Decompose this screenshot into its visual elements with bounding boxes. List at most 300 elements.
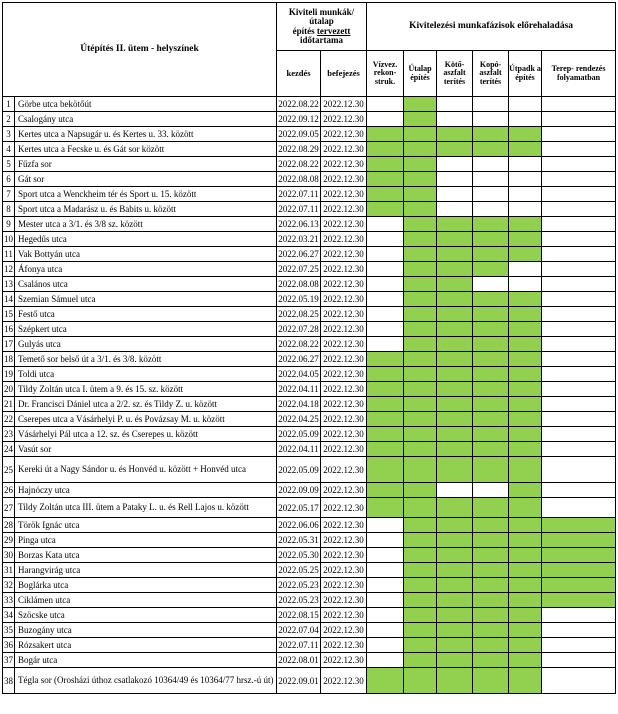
end-date: 2022.12.30 [321, 367, 367, 382]
phase-cell-done [437, 322, 473, 337]
table-row [3, 127, 616, 142]
phase-cell-pending [367, 232, 404, 247]
phase-cell-done [473, 322, 509, 337]
phase-cell-done [437, 593, 473, 608]
location-name: Harangvirág utca [15, 563, 277, 578]
end-date: 2022.12.30 [321, 322, 367, 337]
start-date: 2022.05.19 [277, 292, 321, 307]
table-row [3, 412, 616, 427]
phase-cell-pending [367, 548, 404, 563]
phase-cell-done [437, 367, 473, 382]
phase-cell-done [367, 483, 404, 498]
phase-cell-done [404, 112, 437, 127]
end-date: 2022.12.30 [321, 653, 367, 668]
end-date: 2022.12.30 [321, 157, 367, 172]
end-date: 2022.12.30 [321, 142, 367, 157]
row-number: 36 [3, 638, 15, 653]
phase-cell-done [509, 518, 542, 533]
phase-cell-pending [367, 217, 404, 232]
table-row [3, 322, 616, 337]
table-row [3, 142, 616, 157]
phase-cell-done [437, 427, 473, 442]
phase-header-water: Vízvez. rekon-struk. [367, 51, 404, 97]
end-header: befejezés [321, 51, 367, 97]
phase-cell-done [437, 247, 473, 262]
start-date: 2022.06.06 [277, 518, 321, 533]
end-date: 2022.12.30 [321, 127, 367, 142]
table-row [3, 563, 616, 578]
phase-cell-done [404, 548, 437, 563]
phase-cell-done [437, 623, 473, 638]
end-date: 2022.12.30 [321, 483, 367, 498]
row-number: 21 [3, 397, 15, 412]
phase-cell-done [437, 498, 473, 518]
phase-cell-pending [509, 262, 542, 277]
row-number: 9 [3, 217, 15, 232]
phase-cell-done [473, 608, 509, 623]
start-date: 2022.05.09 [277, 427, 321, 442]
start-date: 2022.08.22 [277, 157, 321, 172]
phase-cell-done [473, 142, 509, 157]
row-number: 32 [3, 578, 15, 593]
location-name: Csalogány utca [15, 112, 277, 127]
phase-cell-pending [367, 593, 404, 608]
phase-cell-done [404, 427, 437, 442]
phase-cell-done [509, 412, 542, 427]
location-name: Kertes utca a Fecske u. és Gát sor között [15, 142, 277, 157]
phase-cell-done [404, 533, 437, 548]
phase-cell-pending [367, 292, 404, 307]
phase-cell-pending [367, 247, 404, 262]
end-date: 2022.12.30 [321, 382, 367, 397]
end-date: 2022.12.30 [321, 97, 367, 112]
phase-cell-done [367, 202, 404, 217]
location-name: Görbe utca bekötőút [15, 97, 277, 112]
end-date: 2022.12.30 [321, 262, 367, 277]
phase-cell-done [509, 578, 542, 593]
location-name: Dr. Francisci Dániel utca a 2/2. sz. és Tildy Z. u. között [15, 397, 277, 412]
location-name: Boglárka utca [15, 578, 277, 593]
start-date: 2022.07.11 [277, 638, 321, 653]
phase-cell-done [509, 668, 542, 694]
phase-cell-done [509, 367, 542, 382]
phase-cell-pending [367, 97, 404, 112]
phase-cell-done [437, 412, 473, 427]
phase-cell-done [509, 498, 542, 518]
row-number: 1 [3, 97, 15, 112]
location-name: Ciklámen utca [15, 593, 277, 608]
row-number: 2 [3, 112, 15, 127]
table-row [3, 548, 616, 563]
phase-cell-done [367, 367, 404, 382]
phase-cell-pending [367, 578, 404, 593]
phase-cell-done [509, 608, 542, 623]
table-row [3, 578, 616, 593]
row-number: 4 [3, 142, 15, 157]
phase-cell-done [404, 202, 437, 217]
row-number: 5 [3, 157, 15, 172]
phase-cell-pending [542, 608, 616, 623]
phase-cell-done [404, 498, 437, 518]
phase-cell-done [367, 382, 404, 397]
period-header: Kiviteli munkák/útalap építés tervezett időtartama [277, 3, 367, 51]
row-number: 28 [3, 518, 15, 533]
phase-cell-done [473, 623, 509, 638]
phase-cell-pending [542, 262, 616, 277]
phase-cell-done [367, 427, 404, 442]
phase-cell-done [367, 142, 404, 157]
phase-cell-done [437, 442, 473, 457]
start-date: 2022.08.08 [277, 277, 321, 292]
location-name: Buzogány utca [15, 623, 277, 638]
phase-cell-pending [542, 247, 616, 262]
phase-cell-done [509, 442, 542, 457]
table-row [3, 382, 616, 397]
end-date: 2022.12.30 [321, 518, 367, 533]
start-date: 2022.04.05 [277, 367, 321, 382]
table-row [3, 442, 616, 457]
phase-cell-done [473, 262, 509, 277]
phase-cell-done [404, 563, 437, 578]
table-row [3, 157, 616, 172]
phase-cell-done [509, 217, 542, 232]
phase-cell-pending [437, 97, 473, 112]
row-number: 15 [3, 307, 15, 322]
end-date: 2022.12.30 [321, 593, 367, 608]
location-name: Sport utca a Madarász u. és Babits u. között [15, 202, 277, 217]
location-name: Fűzfa sor [15, 157, 277, 172]
phase-cell-done [473, 307, 509, 322]
phase-cell-done [509, 563, 542, 578]
phase-cell-pending [437, 483, 473, 498]
phase-cell-done [437, 668, 473, 694]
phase-cell-pending [542, 292, 616, 307]
table-row [3, 352, 616, 367]
table-row [3, 498, 616, 518]
phase-cell-pending [542, 668, 616, 694]
location-name: Bogár utca [15, 653, 277, 668]
location-name: Kereki út a Nagy Sándor u. és Honvéd u. között + Honvéd utca [15, 457, 277, 483]
row-number: 17 [3, 337, 15, 352]
phase-cell-pending [542, 112, 616, 127]
phase-cell-done [509, 533, 542, 548]
location-name: Tildy Zoltán utca I. ütem a 9. és 15. sz. között [15, 382, 277, 397]
start-date: 2022.04.11 [277, 442, 321, 457]
phase-cell-done [404, 142, 437, 157]
phase-cell-done [437, 397, 473, 412]
phase-cell-pending [509, 202, 542, 217]
phase-cell-pending [542, 638, 616, 653]
start-date: 2022.06.13 [277, 217, 321, 232]
phase-cell-pending [542, 127, 616, 142]
row-number: 7 [3, 187, 15, 202]
location-name: Tildy Zoltán utca III. ütem a Pataky L. u. és Rell Lajos u. között [15, 498, 277, 518]
start-date: 2022.07.11 [277, 202, 321, 217]
phase-cell-pending [367, 518, 404, 533]
row-number: 10 [3, 232, 15, 247]
location-name: Hegedűs utca [15, 232, 277, 247]
phase-cell-done [437, 382, 473, 397]
phase-cell-pending [542, 352, 616, 367]
start-date: 2022.05.25 [277, 563, 321, 578]
phase-cell-done [404, 442, 437, 457]
location-name: Gulyás utca [15, 337, 277, 352]
row-number: 30 [3, 548, 15, 563]
phase-cell-done [437, 262, 473, 277]
phase-cell-pending [509, 187, 542, 202]
start-date: 2022.04.18 [277, 397, 321, 412]
table-row [3, 202, 616, 217]
phase-cell-pending [542, 97, 616, 112]
end-date: 2022.12.30 [321, 352, 367, 367]
start-date: 2022.05.17 [277, 498, 321, 518]
phase-cell-done [367, 412, 404, 427]
phase-header-binder: Kötő-aszfalt terítés [437, 51, 473, 97]
phase-cell-done [437, 457, 473, 483]
phase-cell-done [509, 548, 542, 563]
phase-cell-pending [437, 112, 473, 127]
table-row [3, 112, 616, 127]
row-number: 18 [3, 352, 15, 367]
start-date: 2022.06.27 [277, 247, 321, 262]
phase-cell-done [473, 247, 509, 262]
phase-cell-done [437, 307, 473, 322]
location-name: Pinga utca [15, 533, 277, 548]
phase-cell-pending [542, 142, 616, 157]
phase-cell-done [404, 292, 437, 307]
phase-cell-done [509, 307, 542, 322]
phase-cell-done [473, 593, 509, 608]
phase-cell-pending [542, 322, 616, 337]
phase-cell-pending [473, 157, 509, 172]
phase-cell-done [404, 578, 437, 593]
phase-cell-done [404, 127, 437, 142]
end-date: 2022.12.30 [321, 307, 367, 322]
phase-cell-pending [542, 442, 616, 457]
row-number: 8 [3, 202, 15, 217]
table-row [3, 97, 616, 112]
location-name: Gát sor [15, 172, 277, 187]
phase-cell-done [473, 382, 509, 397]
end-date: 2022.12.30 [321, 548, 367, 563]
location-name: Borzas Kata utca [15, 548, 277, 563]
location-name: Szemian Sámuel utca [15, 292, 277, 307]
row-number: 20 [3, 382, 15, 397]
phase-cell-pending [509, 97, 542, 112]
phase-cell-done [404, 382, 437, 397]
table-row [3, 593, 616, 608]
location-name: Temető sor belső út a 3/1. és 3/8. között [15, 352, 277, 367]
phase-cell-done [542, 593, 616, 608]
start-date: 2022.08.25 [277, 307, 321, 322]
phase-cell-done [473, 337, 509, 352]
phase-cell-done [437, 608, 473, 623]
phase-cell-done [437, 533, 473, 548]
phase-cell-pending [437, 202, 473, 217]
location-name: Cserepes utca a Vásárhelyi P. u. és Povázsay M. u. között [15, 412, 277, 427]
phase-cell-pending [542, 232, 616, 247]
phase-cell-pending [437, 157, 473, 172]
phase-cell-pending [367, 112, 404, 127]
location-name: Kertes utca a Napsugár u. és Kertes u. 33. között [15, 127, 277, 142]
table-row [3, 518, 616, 533]
end-date: 2022.12.30 [321, 232, 367, 247]
location-name: Vasút sor [15, 442, 277, 457]
start-date: 2022.05.23 [277, 578, 321, 593]
end-date: 2022.12.30 [321, 498, 367, 518]
row-number: 6 [3, 172, 15, 187]
end-date: 2022.12.30 [321, 578, 367, 593]
phase-header-landscaping: Terep- rendezés folyamatban [542, 51, 616, 97]
start-date: 2022.03.21 [277, 232, 321, 247]
phase-cell-pending [542, 187, 616, 202]
phase-cell-done [367, 157, 404, 172]
row-number: 19 [3, 367, 15, 382]
phase-cell-done [367, 442, 404, 457]
phase-cell-done [509, 623, 542, 638]
phase-cell-pending [367, 608, 404, 623]
table-row [3, 307, 616, 322]
phase-cell-done [404, 187, 437, 202]
location-name: Szöcske utca [15, 608, 277, 623]
phase-cell-done [542, 518, 616, 533]
phase-cell-done [404, 217, 437, 232]
end-date: 2022.12.30 [321, 623, 367, 638]
phase-cell-pending [367, 623, 404, 638]
phase-cell-done [404, 668, 437, 694]
phase-cell-done [509, 337, 542, 352]
phase-cell-pending [542, 498, 616, 518]
phase-cell-pending [542, 367, 616, 382]
phase-cell-done [437, 217, 473, 232]
phase-cell-done [473, 292, 509, 307]
phase-cell-done [404, 483, 437, 498]
phase-cell-pending [367, 307, 404, 322]
phase-cell-pending [542, 412, 616, 427]
phase-cell-done [473, 638, 509, 653]
phase-cell-done [509, 653, 542, 668]
table-row [3, 172, 616, 187]
row-number: 14 [3, 292, 15, 307]
progress-table [2, 2, 616, 694]
phase-cell-pending [542, 623, 616, 638]
location-name: Toldi utca [15, 367, 277, 382]
phase-header-wearing: Kopó-aszfalt terítés [473, 51, 509, 97]
start-date: 2022.04.25 [277, 412, 321, 427]
phase-cell-done [509, 292, 542, 307]
progress-table-body [3, 97, 616, 694]
phase-cell-done [437, 142, 473, 157]
end-date: 2022.12.30 [321, 442, 367, 457]
table-row [3, 292, 616, 307]
phase-cell-done [404, 262, 437, 277]
phase-cell-pending [367, 337, 404, 352]
phase-cell-pending [473, 172, 509, 187]
start-date: 2022.08.22 [277, 97, 321, 112]
start-date: 2022.05.23 [277, 593, 321, 608]
end-date: 2022.12.30 [321, 412, 367, 427]
phase-cell-pending [542, 157, 616, 172]
location-name: Hajnóczy utca [15, 483, 277, 498]
phase-cell-done [509, 483, 542, 498]
table-row [3, 427, 616, 442]
phase-cell-done [367, 668, 404, 694]
phase-cell-pending [509, 112, 542, 127]
phase-cell-done [473, 533, 509, 548]
row-number: 29 [3, 533, 15, 548]
location-name: Vak Bottyán utca [15, 247, 277, 262]
start-date: 2022.05.31 [277, 533, 321, 548]
start-date: 2022.04.11 [277, 382, 321, 397]
row-number: 35 [3, 623, 15, 638]
table-row [3, 337, 616, 352]
start-date: 2022.09.12 [277, 112, 321, 127]
location-name: Csalános utca [15, 277, 277, 292]
phase-cell-done [509, 352, 542, 367]
phase-cell-pending [509, 157, 542, 172]
phase-cell-done [404, 367, 437, 382]
phase-cell-done [437, 127, 473, 142]
phase-cell-done [367, 498, 404, 518]
end-date: 2022.12.30 [321, 217, 367, 232]
start-date: 2022.07.04 [277, 623, 321, 638]
table-row [3, 247, 616, 262]
phase-cell-pending [473, 202, 509, 217]
phase-cell-done [404, 457, 437, 483]
phase-cell-done [404, 277, 437, 292]
phase-cell-done [509, 638, 542, 653]
phase-cell-done [404, 322, 437, 337]
row-number: 13 [3, 277, 15, 292]
location-name: Mester utca a 3/1. és 3/8 sz. között [15, 217, 277, 232]
row-number: 12 [3, 262, 15, 277]
phase-cell-done [404, 352, 437, 367]
row-number: 25 [3, 457, 15, 483]
phase-cell-done [473, 442, 509, 457]
table-row [3, 483, 616, 498]
phase-cell-pending [367, 563, 404, 578]
table-row [3, 638, 616, 653]
row-number: 3 [3, 127, 15, 142]
end-date: 2022.12.30 [321, 457, 367, 483]
phase-cell-done [473, 427, 509, 442]
table-row [3, 668, 616, 694]
phase-cell-pending [473, 187, 509, 202]
phase-cell-done [473, 217, 509, 232]
phase-cell-pending [367, 653, 404, 668]
phase-cell-pending [473, 112, 509, 127]
phase-cell-done [509, 427, 542, 442]
phase-cell-done [509, 247, 542, 262]
location-name: Török Ignác utca [15, 518, 277, 533]
phase-cell-done [367, 172, 404, 187]
location-header: Útépítés II. ütem - helyszínek [3, 3, 277, 97]
phase-cell-done [404, 412, 437, 427]
row-number: 22 [3, 412, 15, 427]
end-date: 2022.12.30 [321, 292, 367, 307]
end-date: 2022.12.30 [321, 337, 367, 352]
phase-cell-done [367, 187, 404, 202]
phase-cell-done [473, 457, 509, 483]
location-name: Szépkert utca [15, 322, 277, 337]
phase-cell-done [437, 292, 473, 307]
phase-cell-done [404, 608, 437, 623]
phase-cell-pending [542, 397, 616, 412]
start-date: 2022.09.01 [277, 668, 321, 694]
phase-cell-pending [367, 277, 404, 292]
phase-cell-done [542, 578, 616, 593]
phase-cell-done [404, 247, 437, 262]
